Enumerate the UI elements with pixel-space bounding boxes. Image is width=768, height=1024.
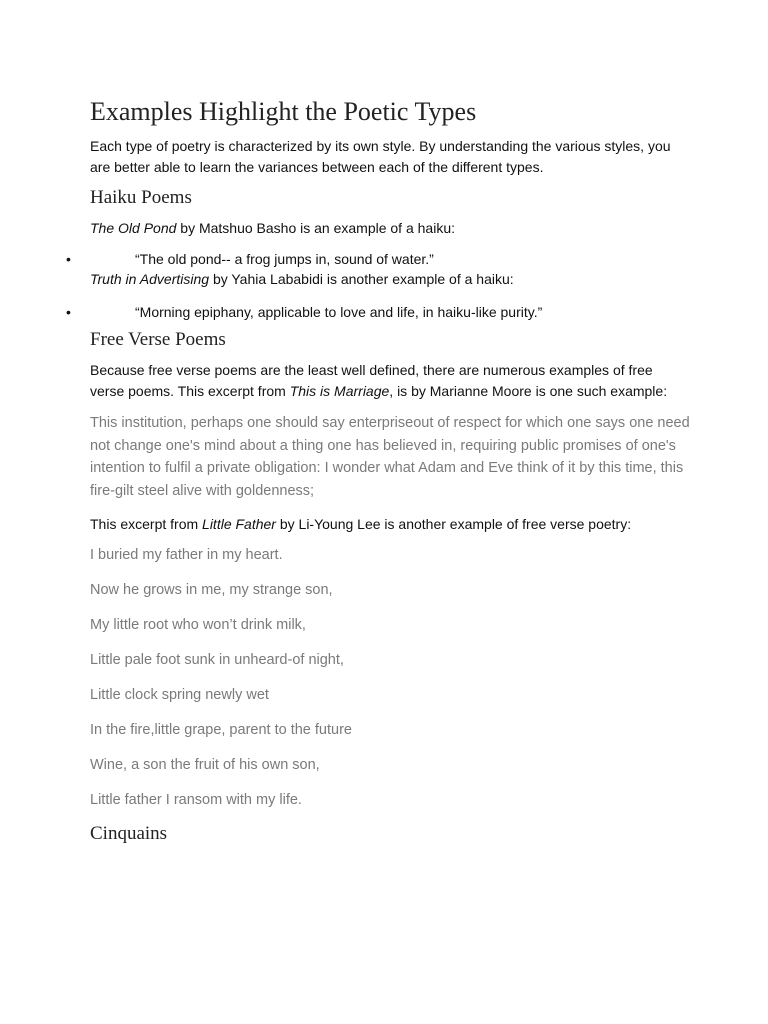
free-verse-intro-text-a: Because free verse poems are the least well defined, there are numerous examples of free verse poems. This excerpt from: [90, 362, 653, 399]
haiku-quote-2: “Morning epiphany, applicable to love and life, in haiku-like purity.”: [135, 304, 543, 320]
free-verse-example-2-intro: [90, 514, 690, 535]
intro-paragraph: Each type of poetry is characterized by its own style. By understanding the various styles, you are better able to learn the variances between each of the different types.: [90, 138, 671, 175]
poem-line: Wine, a son the fruit of his own son,: [90, 757, 320, 773]
free-verse-heading: Free Verse Poems: [90, 329, 226, 350]
haiku-bullet-1: [66, 249, 690, 269]
poem-line: Little clock spring newly wet: [90, 687, 269, 703]
page-title: Examples Highlight the Poetic Types: [90, 97, 477, 126]
free-verse-example-2-text-b: by Li-Young Lee is another example of free verse poetry:: [275, 516, 632, 532]
haiku-bullet-2: [66, 302, 690, 322]
haiku-example-1-intro: [90, 218, 690, 239]
free-verse-example-2-title: Little Father: [202, 516, 276, 532]
haiku-example-2-intro: [90, 269, 690, 290]
haiku-quote-1: “The old pond-- a frog jumps in, sound of water.”: [135, 251, 434, 267]
marriage-excerpt: This institution, perhaps one should say enterpriseout of respect for which one says one need not change one's mind about a thing one has believed in, requiring public promises of one's intention to fulfil a private obligation: I wonder what Adam and Eve think of it by this time, this fire-gilt steel alive with goldenness;: [90, 415, 690, 499]
bullet-icon: •: [66, 304, 71, 320]
free-verse-intro: [90, 360, 690, 402]
haiku-example-2-text: by Yahia Lababidi is another example of a haiku:: [209, 271, 514, 287]
document-page: [66, 96, 690, 846]
poem-line: Now he grows in me, my strange son,: [90, 582, 333, 598]
little-father-poem: [90, 545, 690, 810]
poem-line: Little father I ransom with my life.: [90, 792, 302, 808]
free-verse-intro-title: This is Marriage: [289, 383, 390, 399]
cinquains-heading: Cinquains: [90, 823, 168, 844]
free-verse-intro-text-b: , is by Marianne Moore is one such example:: [389, 383, 668, 399]
haiku-example-1-text: by Matshuo Basho is an example of a haiku:: [176, 220, 455, 236]
poem-line: Little pale foot sunk in unheard-of night,: [90, 652, 344, 668]
haiku-example-2-title: Truth in Advertising: [90, 271, 210, 287]
poem-line: I buried my father in my heart.: [90, 547, 283, 563]
haiku-example-1-title: The Old Pond: [90, 220, 177, 236]
bullet-icon: •: [66, 251, 71, 267]
haiku-heading: Haiku Poems: [90, 187, 192, 208]
poem-line: My little root who won’t drink milk,: [90, 617, 306, 633]
free-verse-example-2-text-a: This excerpt from: [90, 516, 203, 532]
poem-line: In the fire,little grape, parent to the future: [90, 722, 352, 738]
